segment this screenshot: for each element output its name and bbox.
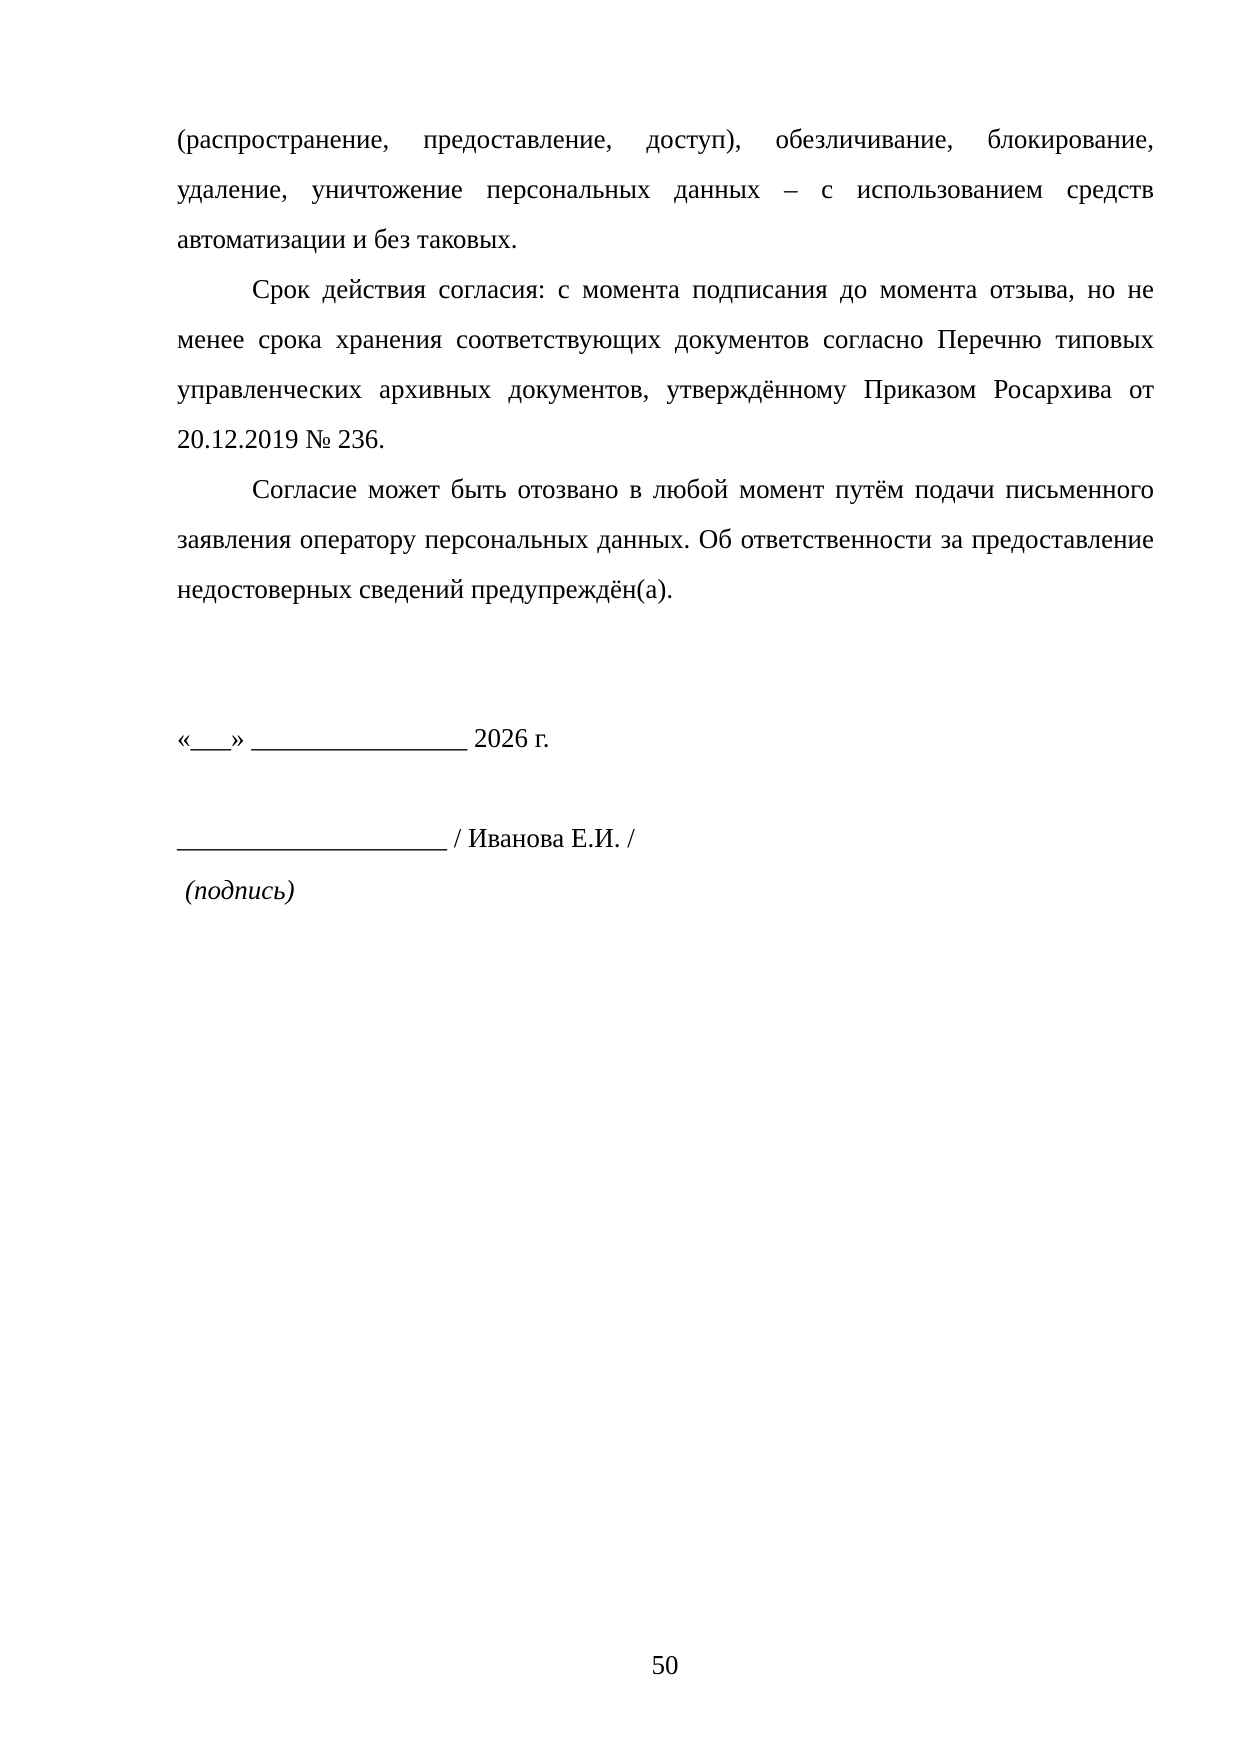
signature-caption: (подпись) [185,875,295,905]
document-body [177,114,1154,614]
page-number: 50 [651,1650,679,1680]
consent-paragraph-processing: (распространение, предоставление, доступ), обезличивание, блокирование, удаление, уничтожение персональных данных – с использованием средств автоматизации и без таковых. [177,124,1154,254]
signature-line: ____________________ / Иванова Е.И. / [177,823,635,853]
date-line: «___» ________________ 2026 г. [177,723,550,753]
consent-paragraph-revocation: Согласие может быть отозвано в любой момент путём подачи письменного заявления оператору персональных данных. Об ответственности за предоставление недостоверных сведений предупреждён(а). [177,474,1154,604]
consent-paragraph-validity: Срок действия согласия: с момента подписания до момента отзыва, но не менее срока хранения соответствующих документов согласно Перечню типовых управленческих архивных документов, утверждённому Приказом Росархива от 20.12.2019 № 236. [177,274,1154,454]
